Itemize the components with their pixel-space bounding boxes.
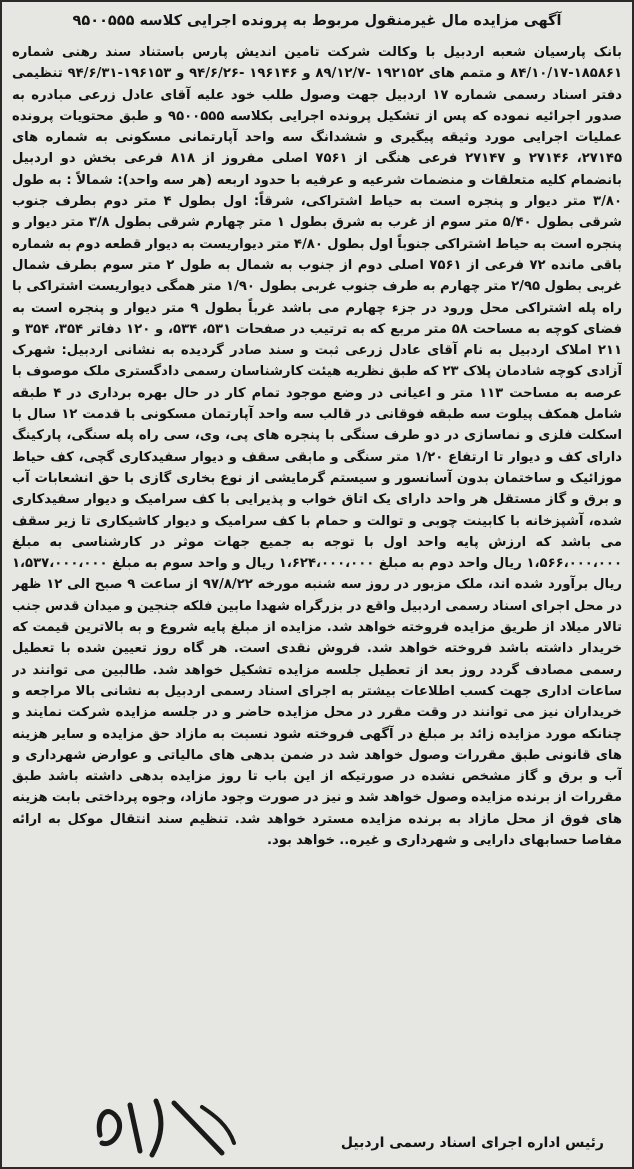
notice-title: آگهی مزایده مال غیرمنقول مربوط به پرونده اجرایی کلاسه ۹۵۰۰۵۵۵ [72,13,562,29]
signature-title: رئیس اداره اجرای اسناد رسمی اردبیل [340,1135,604,1151]
handwritten-signature-icon [82,1085,252,1163]
notice-body [12,42,622,1120]
notice-body-text: بانک پارسیان شعبه اردبیل با وکالت شرکت تامین اندیش پارس باستناد سند رهنی شماره ۱۸۵۸۶۱-۸۴/۱۰/۱۷ و متمم های ۱۹۲۱۵۲ -۸۹/۱۲/۷ و ۱۹۶۱۴۶ -۹۴/۶/۲۶ و ۱۹۶۱۵۳-۹۴/۶/۳۱ تنظیمی دفتر اسناد رسمی شماره ۱۷ اردبیل جهت وصول طلب خود علیه آقای عادل زرعی مبادره به صدور اجرائیه نموده که پس از تشکیل پرونده اجرایی بکلاسه ۹۵۰۰۵۵۵ و طبق محتویات پرونده عملیات اجرایی مورد وثیقه پیگیری و ششدانگ سه واحد آپارتمانی مسکونی به شماره های ۲۷۱۴۵، ۲۷۱۴۶ و ۲۷۱۴۷ فرعی هنگی از ۷۵۶۱ اصلی مفروز از ۸۱۸ فرعی بخش دو اردبیل بانضمام کلیه متعلقات و منضمات شرعیه و عرفیه با حدود اربعه (هر سه واحد): شمالاً : به طول ۳/۸۰ متر دیوار و پنجره است به حیاط اشتراکی، شرقاً: اول بطول ۴ متر دوم بطرف جنوب شرقی بطول ۵/۴۰ متر سوم از غرب به شرق بطول ۱ متر چهارم شرقی بطول ۳/۸ متر دیوار و پنجره است به حیاط اشتراکی جنوباً اول بطول ۴/۸۰ متر دیواریست به دیوار قطعه دوم به شماره باقی مانده ۷۲ فرعی از ۷۵۶۱ اصلی دوم از جنوب به شمال به طول ۲ متر سوم بطرف شمال غربی بطول ۲/۹۵ متر چهارم به طرف جنوب غربی بطول ۱/۹۰ متر همگی دیواریست اشتراکی با راه پله اشتراکی محل ورود در جزء چهارم می باشد غرباً بطول ۹ متر دیوار و پنجره است به فضای کوچه به مساحت ۵۸ متر مربع که به ترتیب در صفحات ۵۳۱، ۵۳۴، و ۱۲۰ دفاتر ۳۵۴، ۳۵۴ و ۲۱۱ املاک اردبیل به نام آقای عادل زرعی ثبت و سند صادر گردیده به نشانی اردبیل: شهرک آزادی کوچه شادمان پلاک ۲۳ که طبق نظریه هیئت کارشناسان رسمی دادگستری ملک موصوف با عرصه به مساحت ۱۱۳ متر و اعیانی در وضع موجود تمام کار در حال بهره برداری در ۴ طبقه شامل همکف پیلوت سه طبقه فوقانی در قالب سه واحد آپارتمان مسکونی با قدمت ۱۲ سال با اسکلت فلزی و نماسازی در دو طرف سنگی با پنجره های پی، وی، سی راه پله سنگی، پارکینگ دارای کف و دیوار تا ارتفاع ۱/۲۰ متر سنگی و مابقی سقف و دیوار سفیدکاری گچی، کف حیاط موزائیک و ساختمان بدون آسانسور و سیستم گرمایشی از نوع بخاری گازی با حق انشعابات آب و برق و گاز مستقل هر واحد دارای یک اتاق خواب و پذیرایی با کف سرامیک و دیوار سفیدکاری شده، آشپزخانه با کابینت چوبی و توالت و حمام با کف سرامیک و دیوار کاشیکاری تا زیر سقف می باشد که ارزش پایه واحد اول با توجه به جمیع جهات موثر در کارشناسی به مبلغ ۱،۵۶۶،۰۰۰،۰۰۰ ریال واحد دوم به مبلغ ۱،۶۲۴،۰۰۰،۰۰۰ ریال و واحد سوم به مبلغ ۱،۵۳۷،۰۰۰،۰۰۰ ریال برآورد شده اند، ملک مزبور در روز سه شنبه مورخه ۹۷/۸/۲۲ از ساعت ۹ صبح الی ۱۲ ظهر در محل اجرای اسناد رسمی اردبیل واقع در بزرگراه شهدا مابین فلکه جنجین و میدان قدس جنب تالار میلاد از طریق مزایده فروخته خواهد شد. مزایده از مبلغ پایه شروع و به بالاترین قیمت که خریدار داشته باشد فروخته خواهد شد. فروش نقدی است. هر گاه روز تعیین شده با تعطیل رسمی مصادف گردد روز بعد از تعطیل جلسه مزایده تشکیل خواهد شد. طالبین می توانند در ساعات اداری جهت کسب اطلاعات بیشتر به اجرای اسناد رسمی اردبیل به نشانی بالا مراجعه و خریداران نیز می توانند در وقت مقرر در محل مزایده حاضر و در جلسه مزایده شرکت نمایند و چنانکه مورد مزایده زائد بر مبلغ در آگهی فروخته شود نسبت به مازاد حق مزایده و سایر هزینه های قانونی طبق مقررات وصول خواهد شد در ضمن بدهی های مالیاتی و عوارض شهرداری و آب و برق و گاز مشخص نشده در صورتیکه از این باب تا روز مزایده بدهی داشته باشد طبق مقررات از برنده مزایده وصول خواهد شد و نیز در صورت وجود مازاد، وجوه پرداختی بابت هزینه های فوق از محل مازاد به برنده مزایده مسترد خواهد شد. تنظیم سند انتقال موکل به ارائه مفاصا حسابهای دارایی و شهرداری و غیره.. خواهد بود. [12,45,622,848]
